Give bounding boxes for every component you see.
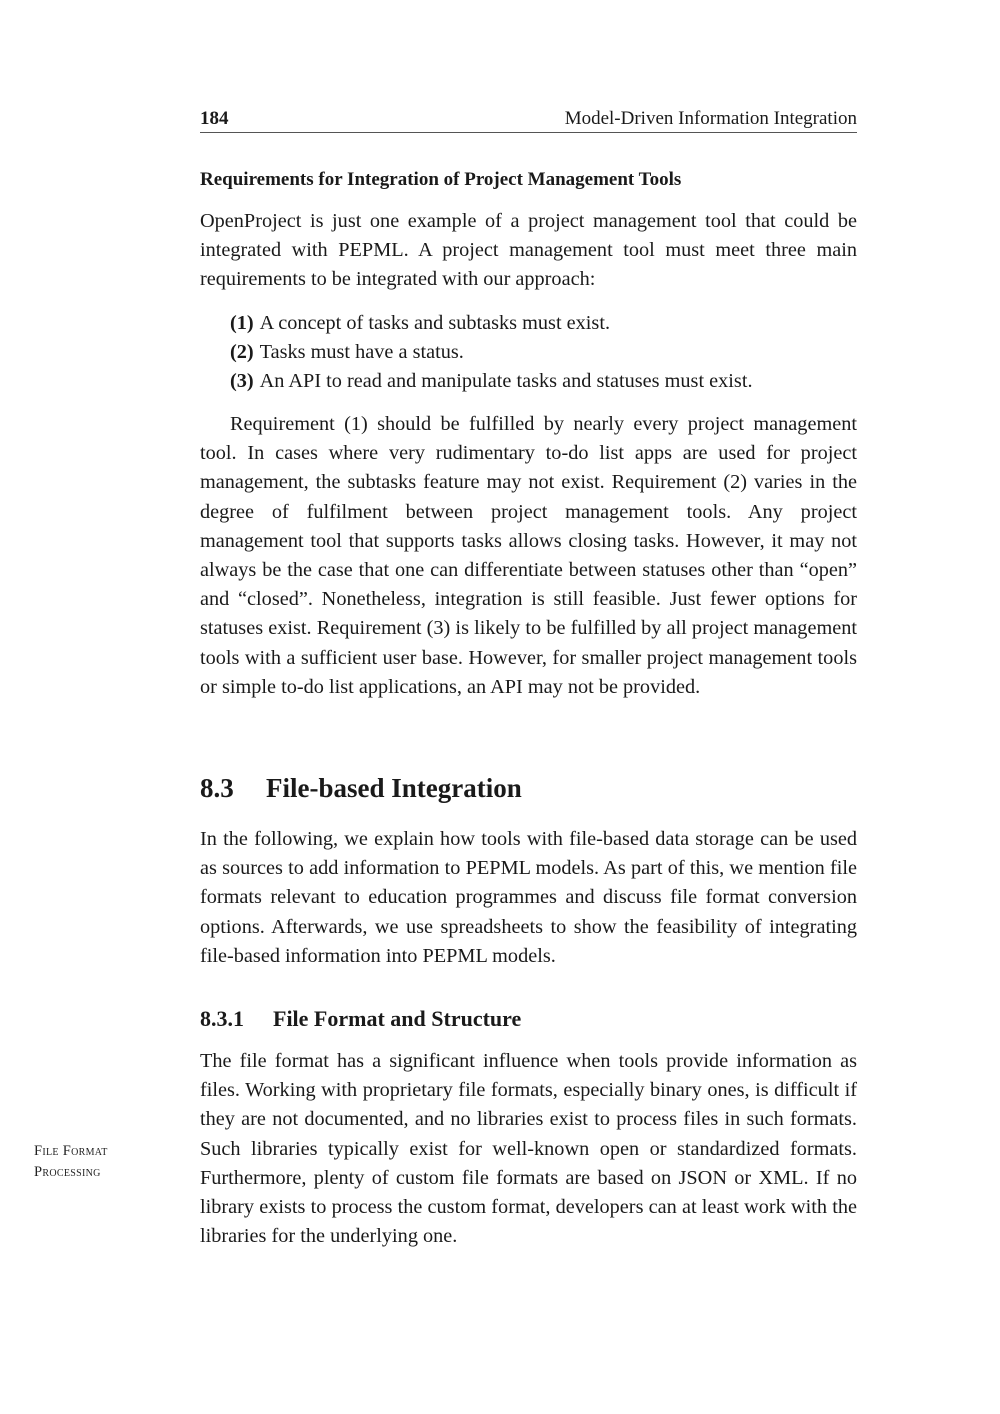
requirements-discussion-paragraph: Requirement (1) should be fulfilled by nearly every project management tool. In cases where very rudimentary to-do list apps are used for project management, the subtasks feature may not exist. Requirement (2) varies in the degree of fulfilment between project management tools. Any project management tool that supports tasks allows closing tasks. However, it may not always be the case that one can differentiate between statuses other than “open” and “closed”. Nonetheless, integration is still feasible. Just fewer options for statuses exist. Requirement (3) is likely to be fulfilled by all project management tools with a sufficient user base. However, for smaller project management tools or simple to-do list applications, an API may not be provided. [200,413,857,698]
section-8-3-1-body [200,1047,857,1251]
requirement-text: A concept of tasks and subtasks must exist. [259,312,611,334]
requirement-text: Tasks must have a status. [259,341,464,364]
margin-note [34,1141,184,1183]
section-title: File-based Integration [266,773,522,803]
requirement-item-3 [230,367,857,396]
page-number: 184 [200,108,229,129]
requirement-number: (3) [230,370,254,393]
requirements-intro-paragraph: OpenProject is just one example of a project management tool that could be integrated with PEPML. A project management tool must meet three main requirements to be integrated with our approach: [200,210,857,291]
section-heading-8-3 [200,771,857,805]
running-header [200,106,857,133]
requirement-item-2 [230,338,857,367]
subsection-heading-8-3-1 [200,1004,857,1034]
requirements-discussion-block [200,410,857,702]
requirement-number: (1) [230,312,254,334]
requirements-intro-block [200,207,857,295]
margin-note-line-1: File Format [34,1143,108,1159]
subsection-title: File Format and Structure [273,1006,522,1031]
requirements-list [230,309,857,397]
requirement-item-1 [230,309,857,338]
section-number: 8.3 [200,773,234,803]
section-8-3-paragraph: In the following, we explain how tools with file-based data storage can be used as sources to add information to PEPML models. As part of this, we mention file formats relevant to education programmes and discuss file format conversion options. Afterwards, we use spreadsheets to show the feasibility of integrating file-based information into PEPML models. [200,828,857,967]
margin-note-line-2: Processing [34,1164,101,1180]
subsection-number: 8.3.1 [200,1006,244,1031]
running-title: Model-Driven Information Integration [564,108,857,129]
section-8-3-body [200,825,857,971]
requirement-number: (2) [230,341,254,364]
requirements-heading: Requirements for Integration of Project Management Tools [200,169,682,190]
section-8-3-1-paragraph: The file format has a significant influence when tools provide information as files. Working with proprietary file formats, especially binary ones, is difficult if they are not documented, and no libraries exist to process files in such formats. Such libraries typically exist for well-known open or standardized formats. Furthermore, plenty of custom file formats are based on JSON or XML. If no library exists to process the custom format, developers can at least work with the libraries for the underlying one. [200,1050,857,1248]
requirement-text: An API to read and manipulate tasks and statuses must exist. [259,370,753,393]
